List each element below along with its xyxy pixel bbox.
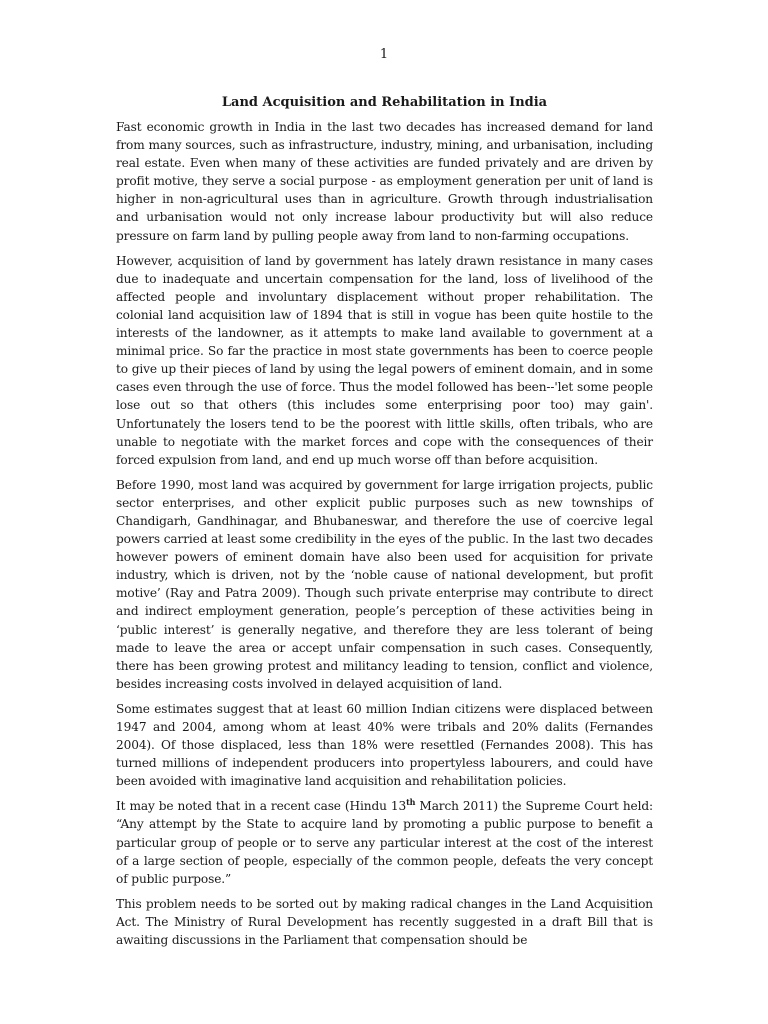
paragraph-economic-growth: Fast economic growth in India in the last two decades has increased demand for land from many sources, such as infrastructure, industry, mining, and urbanisation, including real estate. Even when many of these activities are funded privately and are driven by profit motive, they serve a social purpose - as employment generation per unit of land is higher in non-agricultural uses than in agriculture. Growth through industrialisation and urbanisation would not only increase labour productivity but will also reduce pressure on farm land by pulling people away from land to non-farming occupations. — [116, 120, 653, 243]
paragraph-before-1990: Before 1990, most land was acquired by government for large irrigation projects, public sector enterprises, and other explicit public purposes such as new townships of Chandigarh, Gandhinagar, and Bhubaneswar, and therefore the use of coercive legal powers carried at least some credibility in the eyes of the public. In the last two decades however powers of eminent domain have also been used for acquisition for private industry, which is driven, not by the ‘noble cause of national development, but profit motive’ (Ray and Patra 2009). Though such private enterprise may contribute to direct and indirect employment generation, people’s perception of these activities being in ‘public interest’ is generally negative, and therefore they are less tolerant of being made to leave the area or accept unfair compensation in such cases. Consequently, there has been growing protest and militancy leading to tension, conflict and violence, besides increasing costs involved in delayed acquisition of land. — [116, 477, 653, 691]
paragraph-supreme-court-start: It may be noted that in a recent case (Hindu 13 — [116, 799, 407, 814]
paragraph-displacement-estimates: Some estimates suggest that at least 60 million Indian citizens were displaced between 1947 and 2004, among whom at least 40% were tribals and 20% dalits (Fernandes 2004). Of those displaced, less than 18% were resettled (Fernandes 2008). This has turned millions of independent producers into propertyless labourers, and could have been avoided with imaginative land acquisition and rehabilitation policies. — [116, 701, 653, 789]
paragraph-radical-changes: This problem needs to be sorted out by making radical changes in the Land Acquisition Act. The Ministry of Rural Development has recently suggested in a draft Bill that is awaiting discussions in the Parliament that compensation should be — [116, 896, 653, 948]
paragraph-supreme-court-rest: March 2011) the Supreme Court held: “Any attempt by the State to acquire land by promoting a public purpose to benefit a particular group of people or to serve any particular interest at the cost of the interest of a large section of people, especially of the common people, defeats the very concept of public purpose.” — [116, 799, 653, 886]
document-body — [116, 94, 653, 956]
ordinal-suffix: th — [406, 797, 416, 808]
paragraph-supreme-court — [116, 797, 653, 887]
document-title: Land Acquisition and Rehabilitation in India — [221, 95, 548, 110]
page-number: 1 — [379, 47, 389, 62]
paragraph-resistance: However, acquisition of land by government has lately drawn resistance in many cases due to inadequate and uncertain compensation for the land, loss of livelihood of the affected people and involuntary displacement without proper rehabilitation. The colonial land acquisition law of 1894 that is still in vogue has been quite hostile to the interests of the landowner, as it attempts to make land available to government at a minimal price. So far the practice in most state governments has been to coerce people to give up their pieces of land by using the legal powers of eminent domain, and in some cases even through the use of force. Thus the model followed has been--'let some people lose out so that others (this includes some enterprising poor too) may gain'. Unfortunately the losers tend to be the poorest with little skills, often tribals, who are unable to negotiate with the market forces and cope with the consequences of their forced expulsion from land, and end up much worse off than before acquisition. — [116, 253, 653, 467]
